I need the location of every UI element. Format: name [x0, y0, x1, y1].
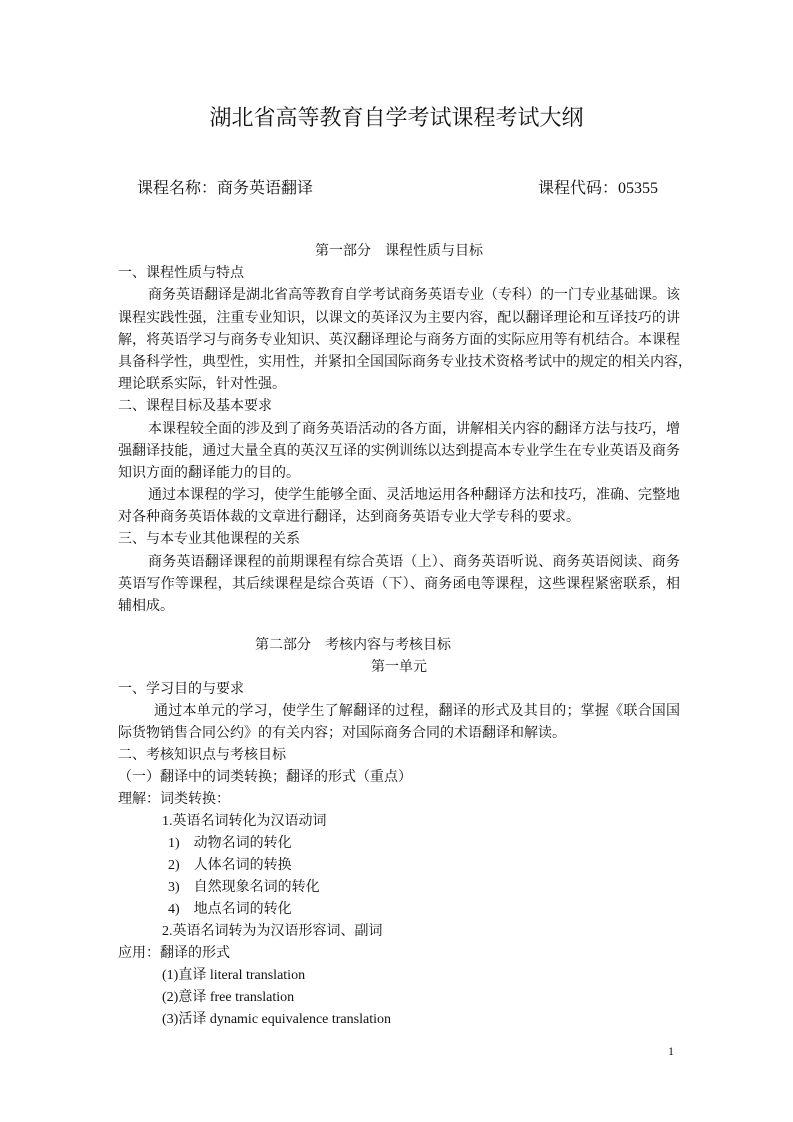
paragraph-line: 解，将英语学习与商务专业知识、英汉翻译理论与商务方面的实际应用等有机结合。本课程 [118, 332, 680, 348]
paragraph-line: 具备科学性，典型性，实用性，并紧扣全国国际商务专业技术资格考试中的规定的相关内容， [118, 354, 692, 370]
understand-label: 理解：词类转换： [118, 792, 230, 807]
paragraph-line: 课程实践性强，注重专业知识，以课文的英译汉为主要内容，配以翻译理论和互译技巧的讲 [118, 310, 680, 326]
part-two [118, 635, 680, 1031]
page-number: 1 [668, 1044, 674, 1058]
list-item: (3)活译 dynamic equivalence translation [162, 1012, 391, 1027]
paragraph-line: 英语写作等课程，其后续课程是综合英语（下）、商务函电等课程，这些课程紧密联系，相 [118, 576, 680, 592]
apply-label: 应用：翻译的形式 [118, 946, 230, 961]
section-heading: 二、考核知识点与考核目标 [118, 748, 286, 763]
paragraph-line: 际货物销售合同公约》的有关内容；对国际商务合同的术语翻译和解读。 [118, 726, 566, 741]
list-item: (2)意译 free translation [162, 990, 295, 1005]
section-heading: 二、课程目标及基本要求 [118, 399, 272, 415]
sub-list-item: 1) 动物名词的转化 [168, 836, 292, 851]
part-one-heading: 第一部分 课程性质与目标 [315, 244, 483, 259]
list-item: 2.英语名词转为为汉语形容词、副词 [162, 924, 383, 939]
document-title: 湖北省高等教育自学考试课程考试大纲 [209, 105, 584, 130]
list-item: 1.英语名词转化为汉语动词 [162, 814, 327, 829]
paragraph-line: 知识方面的翻译能力的目的。 [118, 465, 300, 481]
knowledge-point: （一）翻译中的词类转换；翻译的形式（重点） [118, 770, 412, 785]
paragraph-line: 本课程较全面的涉及到了商务英语活动的各方面，讲解相关内容的翻译方法与技巧，增 [148, 421, 680, 437]
paragraph-line: 强翻译技能，通过大量全真的英汉互译的实例训练以达到提高本专业学生在专业英语及商务 [118, 443, 680, 459]
sub-list-item: 3) 自然现象名词的转化 [168, 880, 320, 895]
course-name: 课程名称：商务英语翻译 [137, 180, 314, 197]
paragraph-line: 商务英语翻译是湖北省高等教育自学考试商务英语专业（专科）的一门专业基础课。该 [148, 288, 680, 304]
paragraph-line: 通过本课程的学习，使学生能够全面、灵活地运用各种翻译方法和技巧，准确、完整地 [148, 488, 680, 504]
paragraph-line: 通过本单元的学习，使学生了解翻译的过程，翻译的形式及其目的；掌握《联合国国 [154, 704, 680, 719]
paragraph-line: 理论联系实际，针对性强。 [118, 377, 286, 393]
course-code: 课程代码：05355 [538, 180, 659, 197]
paragraph-line: 商务英语翻译课程的前期课程有综合英语（上）、商务英语听说、商务英语阅读、商务 [148, 554, 680, 570]
paragraph-line: 对各种商务英语体裁的文章进行翻译，达到商务英语专业大学专科的要求。 [118, 510, 580, 526]
section-heading: 三、与本专业其他课程的关系 [118, 532, 300, 548]
sub-list-item: 2) 人体名词的转换 [168, 858, 292, 873]
part-one [118, 241, 692, 618]
section-heading: 一、学习目的与要求 [118, 682, 244, 697]
unit-heading: 第一单元 [371, 660, 427, 675]
paragraph-line: 辅相成。 [118, 599, 174, 614]
part-two-heading: 第二部分 考核内容与考核目标 [255, 638, 451, 653]
sub-list-item: 4) 地点名词的转化 [168, 902, 292, 917]
list-item: (1)直译 literal translation [162, 968, 306, 983]
section-heading: 一、课程性质与特点 [118, 266, 244, 282]
